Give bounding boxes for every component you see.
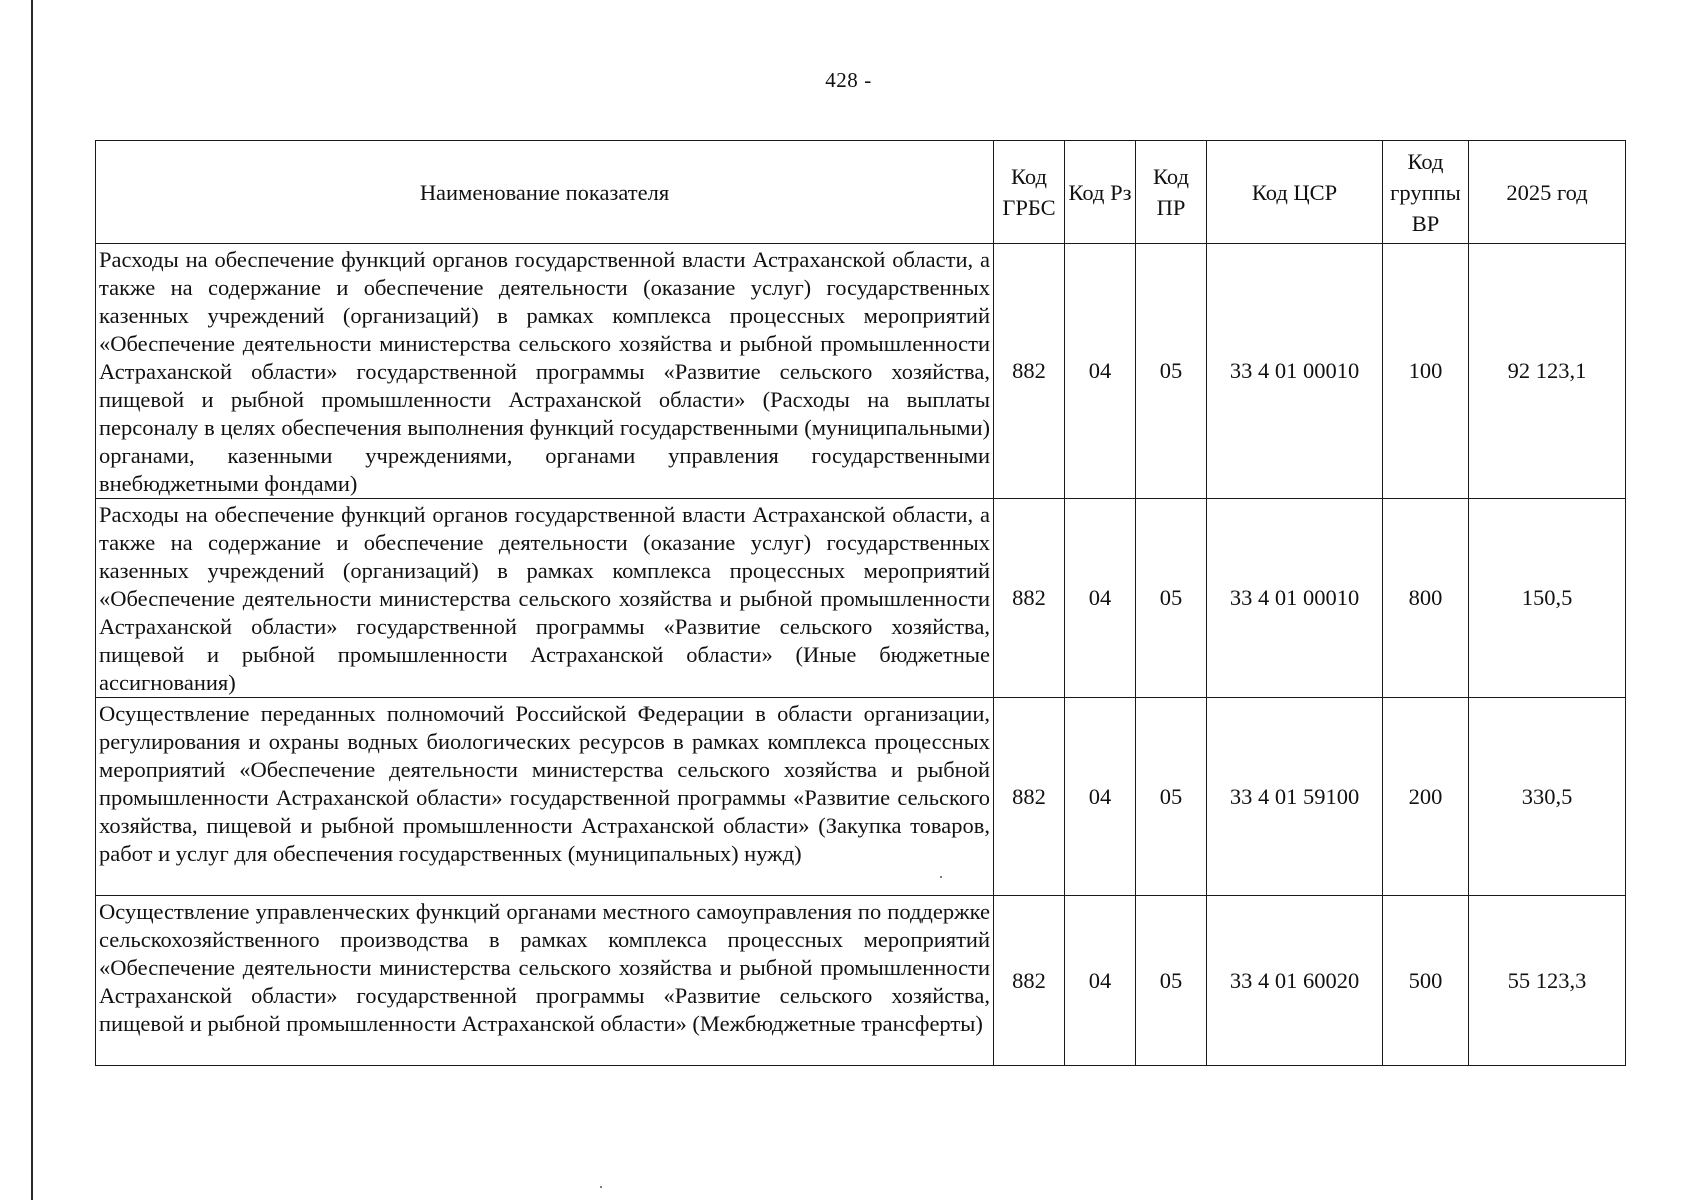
table-row: [96, 698, 1626, 896]
header-vr-group-code: Код группы ВР: [1383, 141, 1469, 244]
row-pr-code: 05: [1136, 896, 1207, 1066]
header-rz-code: Код Рз: [1065, 141, 1136, 244]
row-vr-group-code: 100: [1383, 244, 1469, 499]
row-pr-code: 05: [1136, 698, 1207, 896]
row-rz-code: 04: [1065, 698, 1136, 896]
row-vr-group-code: 800: [1383, 499, 1469, 698]
row-amount-2025: 55 123,3: [1469, 896, 1626, 1066]
budget-table: [95, 140, 1626, 1066]
page-number-value: 428: [825, 68, 859, 92]
header-csr-code: Код ЦСР: [1207, 141, 1383, 244]
row-rz-code: 04: [1065, 896, 1136, 1066]
row-vr-group-code: 500: [1383, 896, 1469, 1066]
row-indicator-name: Расходы на обеспечение функций органов государственной власти Астраханской области, а также на содержание и обеспечение деятельности (оказание услуг) государственных казенных учреждений (организаций) в рамках комплекса процессных мероприятий «Обеспечение деятельности министерства сельского хозяйства и рыбной промышленности Астраханской области» государственной программы «Развитие сельского хозяйства, пищевой и рыбной промышленности Астраханской области» (Расходы на выплаты персоналу в целях обеспечения выполнения функций государственными (муниципальными) органами, казенными учреждениями, органами управления государственными внебюджетными фондами): [96, 244, 994, 499]
row-grbs-code: 882: [994, 499, 1065, 698]
table-row: [96, 896, 1626, 1066]
row-indicator-name: Осуществление переданных полномочий Российской Федерации в области организации, регулирования и охраны водных биологических ресурсов в рамках комплекса процессных мероприятий «Обеспечение деятельности министерства сельского хозяйства и рыбной промышленности Астраханской области» государственной программы «Развитие сельского хозяйства, пищевой и рыбной промышленности Астраханской области» (Закупка товаров, работ и услуг для обеспечения государственных (муниципальных) нужд): [96, 698, 994, 896]
row-amount-2025: 150,5: [1469, 499, 1626, 698]
table-row: [96, 244, 1626, 499]
header-pr-code: Код ПР: [1136, 141, 1207, 244]
row-vr-group-code: 200: [1383, 698, 1469, 896]
row-grbs-code: 882: [994, 896, 1065, 1066]
page-number-suffix: -: [864, 68, 872, 92]
header-year-2025: 2025 год: [1469, 141, 1626, 244]
table-header-row: [96, 141, 1626, 244]
row-csr-code: 33 4 01 00010: [1207, 499, 1383, 698]
row-amount-2025: 330,5: [1469, 698, 1626, 896]
row-pr-code: 05: [1136, 244, 1207, 499]
row-rz-code: 04: [1065, 499, 1136, 698]
row-grbs-code: 882: [994, 244, 1065, 499]
row-amount-2025: 92 123,1: [1469, 244, 1626, 499]
row-grbs-code: 882: [994, 698, 1065, 896]
row-rz-code: 04: [1065, 244, 1136, 499]
header-grbs-code: Код ГРБС: [994, 141, 1065, 244]
row-csr-code: 33 4 01 59100: [1207, 698, 1383, 896]
page-number: [0, 68, 1697, 93]
scan-speck: [600, 1186, 602, 1188]
binding-margin-line: [31, 0, 33, 1200]
scan-speck: [940, 876, 942, 878]
row-indicator-name: Осуществление управленческих функций органами местного самоуправления по поддержке сельскохозяйственного производства в рамках комплекса процессных мероприятий «Обеспечение деятельности министерства сельского хозяйства и рыбной промышленности Астраханской области» государственной программы «Развитие сельского хозяйства, пищевой и рыбной промышленности Астраханской области» (Межбюджетные трансферты): [96, 896, 994, 1066]
row-indicator-name: Расходы на обеспечение функций органов государственной власти Астраханской области, а также на содержание и обеспечение деятельности (оказание услуг) государственных казенных учреждений (организаций) в рамках комплекса процессных мероприятий «Обеспечение деятельности министерства сельского хозяйства и рыбной промышленности Астраханской области» государственной программы «Развитие сельского хозяйства, пищевой и рыбной промышленности Астраханской области» (Иные бюджетные ассигнования): [96, 499, 994, 698]
row-csr-code: 33 4 01 60020: [1207, 896, 1383, 1066]
row-pr-code: 05: [1136, 499, 1207, 698]
table-row: [96, 499, 1626, 698]
header-indicator-name: Наименование показателя: [96, 141, 994, 244]
row-csr-code: 33 4 01 00010: [1207, 244, 1383, 499]
